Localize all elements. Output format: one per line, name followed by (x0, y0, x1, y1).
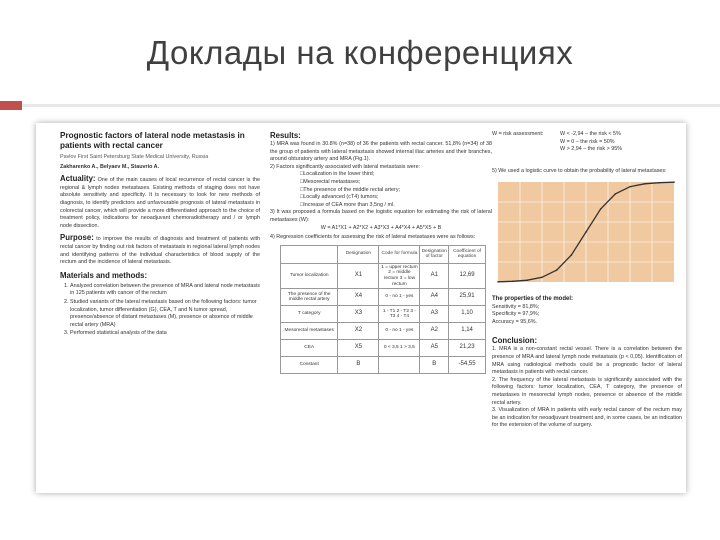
curve-point (497, 281, 499, 283)
conference-poster (36, 123, 686, 493)
poster-column-middle (270, 131, 492, 374)
conclusion-text-2: 2. The frequency of the lateral metastasis is significantly associated with the following factors: tumor localization, CEA, T category, the presence of metastases in mesorectal lymph nodes, presence or absence of the middle rectal artery. (492, 376, 682, 406)
curve-point (615, 193, 617, 195)
property-item: Accuracy = 95,6%. (492, 318, 538, 325)
table-cell: -54,55 (449, 357, 486, 374)
curve-point (512, 281, 514, 283)
purpose-section (60, 234, 260, 266)
risk-levels (560, 131, 622, 154)
curve-point (527, 280, 529, 282)
risk-level: W > 2,94 – the risk > 95% (560, 146, 623, 153)
table-cell: Constant (281, 357, 338, 374)
table-cell: 21,23 (449, 340, 486, 357)
risk-assessment-label: W = risk assessment: (492, 131, 544, 137)
table-cell: 0 - no 1 - yes (379, 323, 420, 340)
table-cell: X1 (338, 263, 379, 288)
table-header-row (281, 245, 486, 263)
actuality-text: One of the main causes of local recurrence of rectal cancer is the regional & lymph nodes metastases. Existing methods of staging does not have absolute sensitivity and specificity. It is necessary to look for new methods of diagnosis, to identify predictors and unfavourable prognosis of lateral metastasis in colorectal cancer, which will provide a more differentiated approach to the choice of treatment policy, indications for neoadjuvant chemoradiotherapy and / or lymph node dissection. (60, 177, 260, 229)
results-heading: Results: (270, 131, 301, 140)
curve-point (644, 183, 646, 185)
table-cell: X2 (338, 323, 379, 340)
table-header-cell: Designation of factor (420, 245, 449, 263)
curve-point (556, 270, 558, 272)
curve-point (571, 255, 573, 257)
list-item: □ Locally advanced (cT4) tumors; (300, 194, 492, 202)
results-text-1: 1) MRA was found in 30.8% (n=38) of 36 the patients with rectal cancer. 51,8% (n=34) of 38 the group of patients with lateral metastasis showed internal iliac arteries and their branches, around obturatory artery and MRA (Fig.1). (270, 141, 492, 163)
table-cell: X4 (338, 289, 379, 306)
risk-assessment (492, 131, 682, 154)
table-cell (379, 357, 420, 374)
table-cell: Tumor localization (281, 263, 338, 288)
table-row (281, 263, 486, 288)
table-header-cell: Coefficient of equation (449, 245, 486, 263)
list-item: 1. Analyzed correlation between the presence of MRA and lateral node metastasis in 125 patients with cancer of the rectum (70, 283, 260, 298)
poster-column-left (60, 131, 260, 339)
curve-point (673, 182, 675, 184)
results-text-4: 4) Regression coefficients for assessing the risk of lateral metastases were as follows: (270, 234, 476, 241)
table-cell: 1,14 (449, 323, 486, 340)
slide-title: Доклады на конференциях (146, 34, 574, 71)
logistic-chart-container (494, 178, 682, 290)
table-cell: A3 (420, 306, 449, 323)
table-cell: X5 (338, 340, 379, 357)
model-properties (492, 296, 682, 326)
list-item: □ Localization in the lower third; (300, 171, 492, 179)
table-header-cell: Designation (338, 245, 379, 263)
property-item: Sensitivity = 81,8%; (492, 303, 540, 310)
table-cell: X3 (338, 306, 379, 323)
table-header-cell (281, 245, 338, 263)
list-item: 2. Studied variants of the lateral metastasis based on the following factors: tumor localization, tumor differentiation (G), CEA, T and N tumor spread, presence/absence of distant metastases (M), presence or absence of middle rectal artery (MRA) (70, 299, 260, 329)
title-accent-marker (0, 101, 22, 110)
table-cell: A5 (420, 340, 449, 357)
table-row (281, 357, 486, 374)
table-cell: 0 < 3,5 1 > 3,5 (379, 340, 420, 357)
curve-point (585, 232, 587, 234)
poster-affiliation: Pavlov First Saint Petersburg State Medical University, Russia (60, 154, 209, 160)
list-item: □ Increase of CEA more than 3,5ng / ml. (300, 202, 492, 210)
logistic-curve-chart (494, 178, 678, 286)
table-cell: 1 - T1 2 - T2 3 - T3 4 - T4 (379, 306, 420, 323)
properties-heading: The properties of the model: (492, 295, 574, 302)
table-cell: 1,10 (449, 306, 486, 323)
purpose-heading: Purpose: (60, 233, 94, 243)
results-text-3: 3) It was proposed a formula based on the logistic equation for estimating the risk of lateral metastases (W): (270, 209, 492, 223)
results-text-2: 2) Factors significantly associated with lateral metastasis were: (270, 163, 421, 170)
list-item: □ The presence of the middle rectal artery; (300, 187, 492, 195)
table-cell: 12,69 (449, 263, 486, 288)
purpose-text: to improve the results of diagnosis and treatment of patients with rectal cancer by finding out risk factors of metastasis in regional lateral lymph nodes and identifying patterns of the individual characteristics of blood supply of the rectum and the incidence of lateral metastasis. (60, 236, 261, 266)
regression-table (280, 245, 486, 374)
table-cell: T category (281, 306, 338, 323)
property-item: Specificity = 97,9%; (492, 311, 540, 318)
table-row (281, 306, 486, 323)
table-cell: 25,91 (449, 289, 486, 306)
poster-column-right (492, 131, 682, 430)
table-cell: B (338, 357, 379, 374)
actuality-heading: Actuality: (60, 174, 96, 184)
materials-heading: Materials and methods: (60, 270, 148, 280)
table-cell: B (420, 357, 449, 374)
curve-point (600, 208, 602, 210)
materials-list (60, 283, 260, 338)
table-cell: The presence of the middle rectal artery (281, 289, 338, 306)
table-header-cell: Code for formula (379, 245, 420, 263)
risk-level: W = 0 – the risk = 50% (560, 138, 615, 145)
table-row (281, 340, 486, 357)
curve-point (629, 186, 631, 188)
conclusion-text-1: 1. MRA is a non-constant rectal vessel. There is a correlation between the presence of MRA and lateral lymph node metastasis (p < 0,05). Identification of MRA using radiological methods could be a prognostic factor of lateral metastasis in patients with rectal cancer. (492, 346, 682, 376)
actuality-section (60, 175, 260, 230)
risk-level: W < -2,94 – the risk < 5% (560, 131, 621, 137)
table-cell: A1 (420, 263, 449, 288)
table-cell: CEA (281, 340, 338, 357)
table-row (281, 323, 486, 340)
logistic-note: 5) We used a logistic curve to obtain the probability of lateral metastases: (492, 167, 667, 174)
table-cell: 1 = upper rectum 2 = middle rectum 3 = low rectum (379, 263, 420, 288)
curve-point (659, 182, 661, 184)
table-cell: A4 (420, 289, 449, 306)
risk-factors-list (270, 171, 492, 209)
table-cell: Mesorectal metastases (281, 323, 338, 340)
list-item: □ Mesorectal metastases; (300, 179, 492, 187)
poster-title: Prognostic factors of lateral node metastasis in patients with rectal cancer (60, 131, 245, 150)
curve-point (541, 277, 543, 279)
title-divider (0, 104, 720, 107)
poster-authors: Zakharenko A., Belyaev M., Stauvrio A. (60, 163, 160, 170)
risk-formula: W = A1*X1 + A2*X2 + A3*X3 + A4*X4 + A5*X5 + B (320, 224, 442, 231)
list-item: 3. Performed statistical analysis of the data (70, 330, 260, 338)
table-cell: 0 - no 1 - yes (379, 289, 420, 306)
conclusion-text-3: 3. Visualization of MRA in patients with early rectal cancer of the rectum may be an indication for neoadjuvant treatment and, in some cases, be an indication for the extension of the volume of surgery. (492, 407, 682, 429)
table-row (281, 289, 486, 306)
conclusion-heading: Conclusion: (492, 336, 538, 346)
table-cell: A2 (420, 323, 449, 340)
